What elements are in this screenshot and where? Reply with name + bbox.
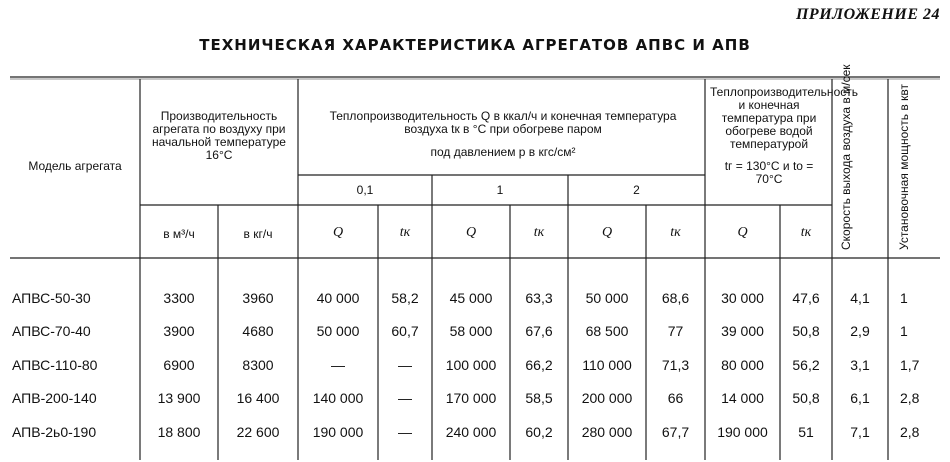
cell-m3h: 3900: [163, 323, 195, 339]
q-col-0-1: Q: [332, 225, 344, 240]
cell-power: 1,7: [900, 357, 920, 373]
cell-qw: 30 000: [721, 290, 764, 306]
cell-t1: 58,5: [525, 390, 553, 406]
unit-kgh: в кг/ч: [243, 227, 273, 241]
cell-t1: 66,2: [525, 357, 553, 373]
cell-model: АПВС-50-30: [12, 290, 91, 306]
cell-q2: 200 000: [581, 390, 633, 406]
pressure-0-1: 0,1: [356, 183, 374, 197]
cell-t1: 67,6: [525, 323, 553, 339]
cell-power: 2,8: [900, 424, 920, 440]
cell-tw: 47,6: [792, 290, 820, 306]
cell-power: 1: [900, 323, 908, 339]
cell-kgh: 4680: [242, 323, 274, 339]
cell-velocity: 3,1: [850, 357, 870, 373]
cell-velocity: 4,1: [850, 290, 870, 306]
cell-t2: 67,7: [661, 424, 690, 440]
pressure-1: 1: [496, 183, 504, 197]
cell-t2: 71,3: [661, 357, 690, 373]
pressure-2: 2: [633, 183, 640, 197]
page-title: ТЕХНИЧЕСКАЯ ХАРАКТЕРИСТИКА АГРЕГАТОВ АПВС И АПВ: [199, 36, 751, 54]
cell-q01: —: [331, 357, 345, 373]
header-pressure-line: под давлением p в кгс/см²: [430, 145, 576, 159]
cell-qw: 190 000: [717, 424, 768, 440]
cell-m3h: 3300: [163, 290, 195, 306]
cell-model: АПВС-110-80: [12, 357, 98, 373]
cell-qw: 14 000: [721, 390, 764, 406]
cell-velocity: 6,1: [850, 390, 870, 406]
cell-q2: 280 000: [581, 424, 633, 440]
appendix-label: ПРИЛОЖЕНИЕ 24: [795, 6, 940, 23]
tk-col-2: tк: [670, 225, 681, 240]
cell-tw: 50,8: [792, 323, 820, 339]
cell-model: АПВ-200-140: [12, 390, 97, 406]
cell-q1: 240 000: [445, 424, 497, 440]
cell-t01: 58,2: [391, 290, 419, 306]
cell-t2: 68,6: [661, 290, 690, 306]
q-col-2: Q: [601, 225, 613, 240]
cell-model: АПВС-70-40: [12, 323, 91, 339]
header-water-heat: Теплопроизводительность и конечная температура при обогреве водой температурой: [710, 85, 858, 151]
cell-m3h: 13 900: [157, 390, 201, 406]
cell-qw: 39 000: [721, 323, 764, 339]
cell-q1: 45 000: [449, 290, 493, 306]
tk-col-1: tк: [533, 225, 545, 240]
cell-q01: 40 000: [316, 290, 360, 306]
cell-tw: 56,2: [792, 357, 820, 373]
tk-col-water: tк: [800, 225, 812, 240]
cell-qw: 80 000: [721, 357, 764, 373]
cell-tw: 51: [798, 424, 814, 440]
cell-kgh: 22 600: [236, 424, 280, 440]
cell-kgh: 8300: [242, 357, 274, 373]
cell-t1: 60,2: [525, 424, 553, 440]
cell-t1: 63,3: [525, 290, 553, 306]
cell-kgh: 16 400: [236, 390, 280, 406]
cell-t2: 77: [667, 323, 684, 339]
q-col-water: Q: [737, 225, 748, 240]
cell-kgh: 3960: [242, 290, 274, 306]
cell-t01: 60,7: [391, 323, 419, 339]
cell-q01: 140 000: [312, 390, 364, 406]
cell-t01: —: [398, 357, 412, 373]
q-col-1: Q: [465, 225, 477, 240]
header-airflow: Производительность агрегата по воздуху при начальной температуре 16°С: [152, 109, 286, 162]
cell-q1: 100 000: [445, 357, 497, 373]
header-steam-heat: Теплопроизводительность Q в ккал/ч и конечная температура воздуха tк в °С при обогреве паром: [329, 109, 677, 136]
cell-t01: —: [398, 424, 412, 440]
cell-m3h: 6900: [163, 357, 195, 373]
cell-q2: 110 000: [582, 357, 632, 373]
cell-power: 1: [900, 290, 908, 306]
cell-t2: 66: [667, 390, 684, 406]
cell-velocity: 7,1: [850, 424, 870, 440]
header-water-temps: tг = 130°С и tо = 70°С: [724, 159, 814, 186]
cell-q1: 58 000: [449, 323, 493, 339]
cell-model: АПВ-2ь0-190: [12, 424, 97, 440]
cell-power: 2,8: [900, 390, 920, 406]
cell-q01: 190 000: [312, 424, 364, 440]
header-velocity: Скорость выхода воздуха в м/сек: [839, 64, 853, 250]
unit-m3h: в м³/ч: [163, 227, 195, 241]
cell-q2: 50 000: [585, 290, 629, 306]
cell-t01: —: [398, 390, 412, 406]
cell-q01: 50 000: [316, 323, 360, 339]
tk-col-0-1: tк: [399, 225, 411, 240]
cell-velocity: 2,9: [850, 323, 870, 339]
cell-m3h: 18 800: [157, 424, 201, 440]
cell-tw: 50,8: [792, 390, 820, 406]
cell-q1: 170 000: [445, 390, 497, 406]
header-model: Модель агрегата: [28, 159, 122, 173]
cell-q2: 68 500: [585, 323, 629, 339]
header-power: Установочная мощность в квт: [897, 84, 911, 250]
